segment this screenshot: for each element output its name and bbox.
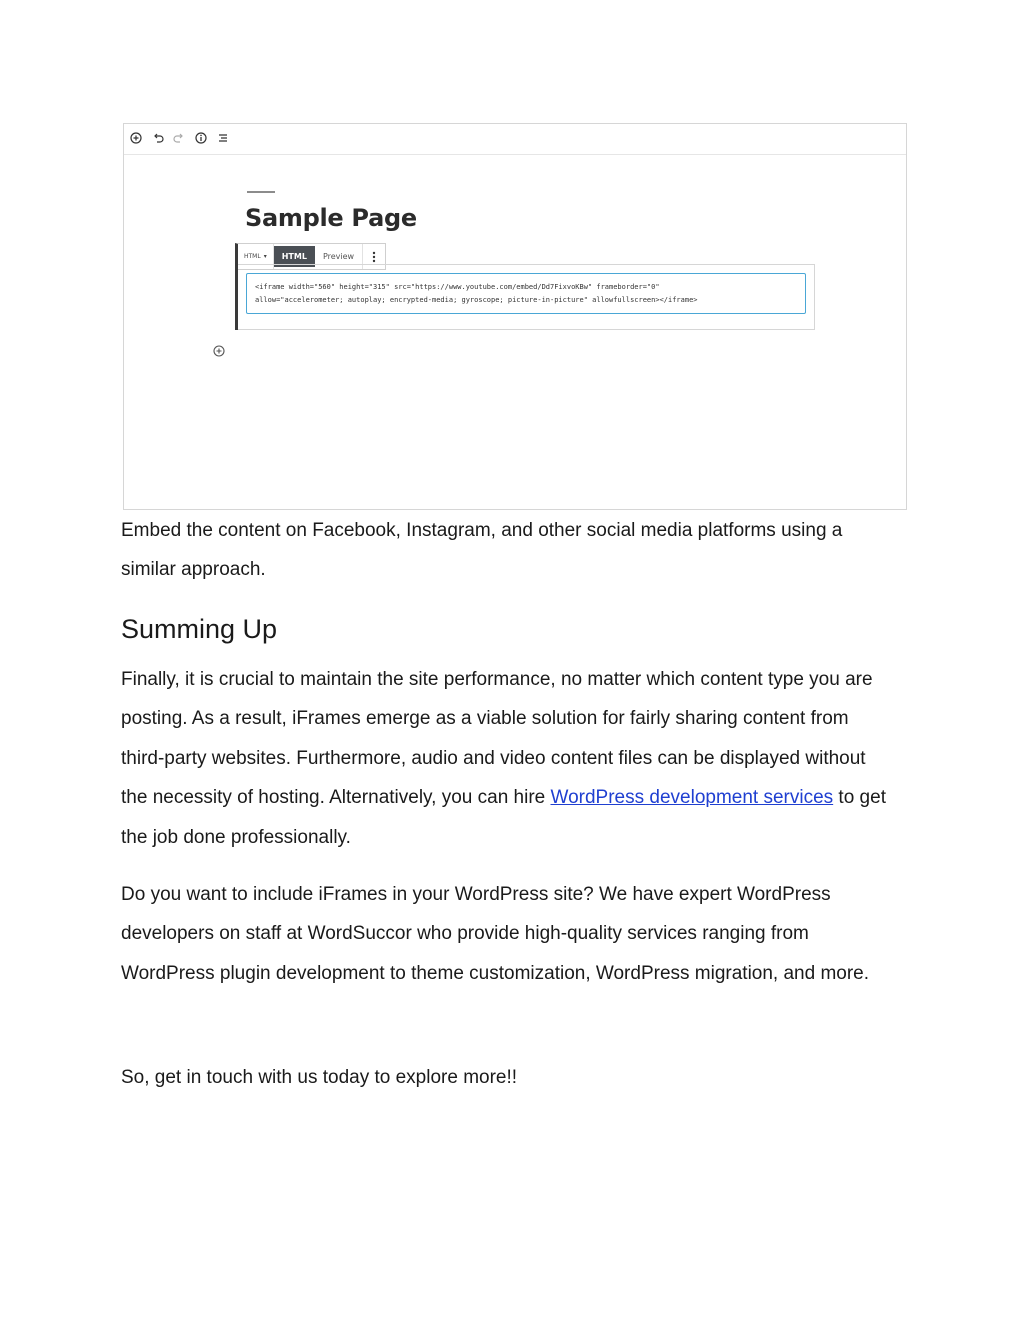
html-code-textarea <box>246 273 806 314</box>
summary-text-end: to get the job done professionally. <box>121 787 886 848</box>
undo-icon <box>151 131 165 145</box>
cta-paragraph: Do you want to include iFrames in your WordPress site? We have expert WordPress developers on staff at WordSuccor who provide high-quality services ranging from WordPress plugin development to theme customization, WordPress migration, and more. <box>121 884 870 984</box>
add-block-icon <box>213 344 225 356</box>
summary-paragraph <box>121 660 891 857</box>
tab-html: HTML <box>274 246 315 267</box>
tab-preview: Preview <box>322 252 355 261</box>
list-view-icon <box>216 131 230 145</box>
section-heading-block <box>121 614 901 645</box>
wordpress-development-services-link[interactable]: WordPress development services <box>550 787 834 809</box>
editor-toolbar <box>124 124 906 155</box>
title-divider <box>247 191 275 193</box>
summary-paragraph-block <box>121 660 891 857</box>
intro-paragraph-block <box>121 511 891 590</box>
summary-text: Finally, it is crucial to maintain the site performance, no matter which content type you are posting. As a result, iFrames emerge as a viable solution for fairly sharing content from third-party websites. Furthermore, audio and video content files can be displayed without the necessity of hosting. Alternatively, you can hire <box>121 669 873 809</box>
code-line-1: <iframe width="560" height="315" src="https://www.youtube.com/embed/Dd7FixvoKBw" frameborder="0" <box>255 283 660 291</box>
add-block-icon <box>129 131 143 145</box>
info-icon <box>194 131 208 145</box>
block-type-label: HTML <box>244 253 261 260</box>
section-heading: Summing Up <box>121 614 278 644</box>
redo-icon <box>172 131 186 145</box>
intro-paragraph: Embed the content on Facebook, Instagram, and other social media platforms using a similar approach. <box>121 520 843 581</box>
editor-screenshot <box>123 123 907 510</box>
closing-paragraph: So, get in touch with us today to explore more!! <box>121 1067 518 1088</box>
cta-paragraph-block <box>121 875 891 993</box>
page-title: Sample Page <box>245 204 417 232</box>
chevron-down-icon: ▾ <box>263 253 267 260</box>
closing-paragraph-block <box>121 1058 901 1097</box>
html-block <box>238 264 815 330</box>
code-line-2: allow="accelerometer; autoplay; encrypted-media; gyroscope; picture-in-picture" allowfullscreen></iframe> <box>255 296 698 304</box>
